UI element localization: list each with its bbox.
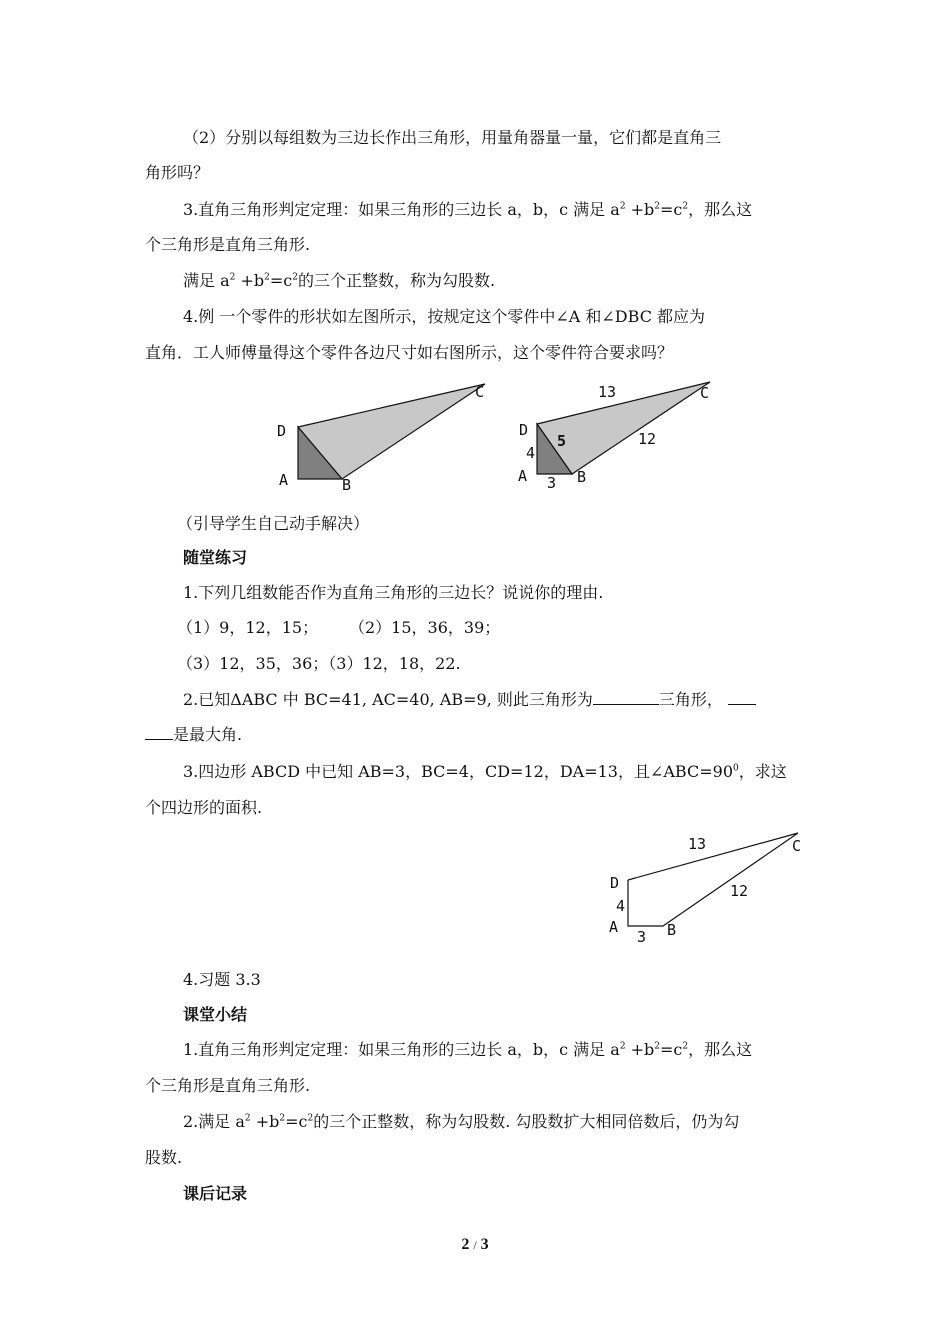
- figure-quadrilateral: [600, 828, 810, 948]
- page-number: 2 / 3: [461, 1236, 489, 1253]
- side-4: 4: [616, 897, 626, 915]
- side-3: 3: [637, 928, 647, 946]
- theorem-line2: 个三角形是直角三角形.: [145, 235, 311, 254]
- summary-2-line2: 股数.: [145, 1148, 183, 1167]
- side-12: 12: [638, 430, 657, 448]
- practice-q2-line2: 是最大角.: [145, 725, 242, 745]
- label-D: D: [610, 874, 620, 892]
- practice-q1-option3: （3）12，35，36；（3）12，18，22.: [177, 654, 461, 673]
- practice-q4: 4.习题 3.3: [183, 970, 261, 989]
- figure-right-measured: [510, 378, 730, 498]
- label-B: B: [342, 476, 352, 494]
- summary-2-line1: 2.满足 $a^2 +b^2=c^2$的三个正整数，称为勾股数. 勾股数扩大相同倍数后，仍为勾: [183, 1112, 740, 1131]
- label-D: D: [277, 422, 287, 440]
- label-A: A: [518, 467, 528, 485]
- heading-record: 课后记录: [183, 1184, 248, 1203]
- heading-practice: 随堂练习: [183, 548, 248, 567]
- label-C: C: [700, 384, 710, 402]
- summary-1-line1: 1.直角三角形判定定理：如果三角形的三边长 a，b，c 满足 $a^2 +b^2=c^2$，那么这: [183, 1040, 753, 1059]
- label-D: D: [519, 421, 529, 439]
- paragraph-q2-line1: （2）分别以每组数为三边长作出三角形，用量角器量一量，它们都是直角三: [183, 128, 722, 147]
- practice-q1-option2: （2）15，36，39；: [349, 618, 501, 637]
- answer-blank-1: [593, 690, 659, 705]
- side-12: 12: [730, 882, 749, 900]
- side-4: 4: [526, 444, 536, 462]
- side-13: 13: [598, 383, 617, 401]
- label-A: A: [279, 471, 289, 489]
- theorem-line1: 3.直角三角形判定定理：如果三角形的三边长 a，b，c 满足 $a^2 +b^2=c^2$，那么这: [183, 200, 753, 219]
- summary-1-line2: 个三角形是直角三角形.: [145, 1076, 311, 1095]
- side-5: 5: [557, 432, 567, 450]
- heading-summary: 课堂小结: [183, 1005, 248, 1024]
- figure-left-part: [270, 378, 500, 498]
- practice-q3-line1: 3.四边形 ABCD 中已知 AB=3，BC=4，CD=12，DA=13，且$\angle ABC=90^0$，求这: [183, 762, 787, 781]
- guide-note: （引导学生自己动手解决）: [177, 514, 370, 533]
- answer-blank-2: [728, 690, 756, 705]
- side-3: 3: [547, 474, 557, 492]
- side-13: 13: [688, 835, 707, 853]
- label-B: B: [577, 468, 587, 486]
- label-C: C: [475, 383, 485, 401]
- practice-q1: 1.下列几组数能否作为直角三角形的三边长？说说你的理由.: [183, 583, 604, 602]
- practice-q1-option1: （1）9，12，15；: [177, 618, 319, 637]
- example-line2: 直角．工人师傅量得这个零件各边尺寸如右图所示，这个零件符合要求吗？: [145, 343, 674, 362]
- answer-blank-2-cont: [145, 725, 173, 740]
- pythagorean-triple-def: 满足 $a^2 +b^2=c^2$的三个正整数，称为勾股数.: [183, 271, 496, 290]
- label-C: C: [792, 837, 802, 855]
- example-line1: 4.例 一个零件的形状如左图所示，按规定这个零件中∠A 和∠DBC 都应为: [183, 307, 706, 326]
- practice-q2-line1: 2.已知ΔABC 中 BC=41, AC=40, AB=9, 则此三角形为 三角形，: [183, 690, 756, 710]
- paragraph-q2-line2: 角形吗？: [145, 163, 210, 182]
- label-A: A: [609, 918, 619, 936]
- label-B: B: [667, 921, 677, 939]
- practice-q3-line2: 个四边形的面积.: [145, 798, 263, 817]
